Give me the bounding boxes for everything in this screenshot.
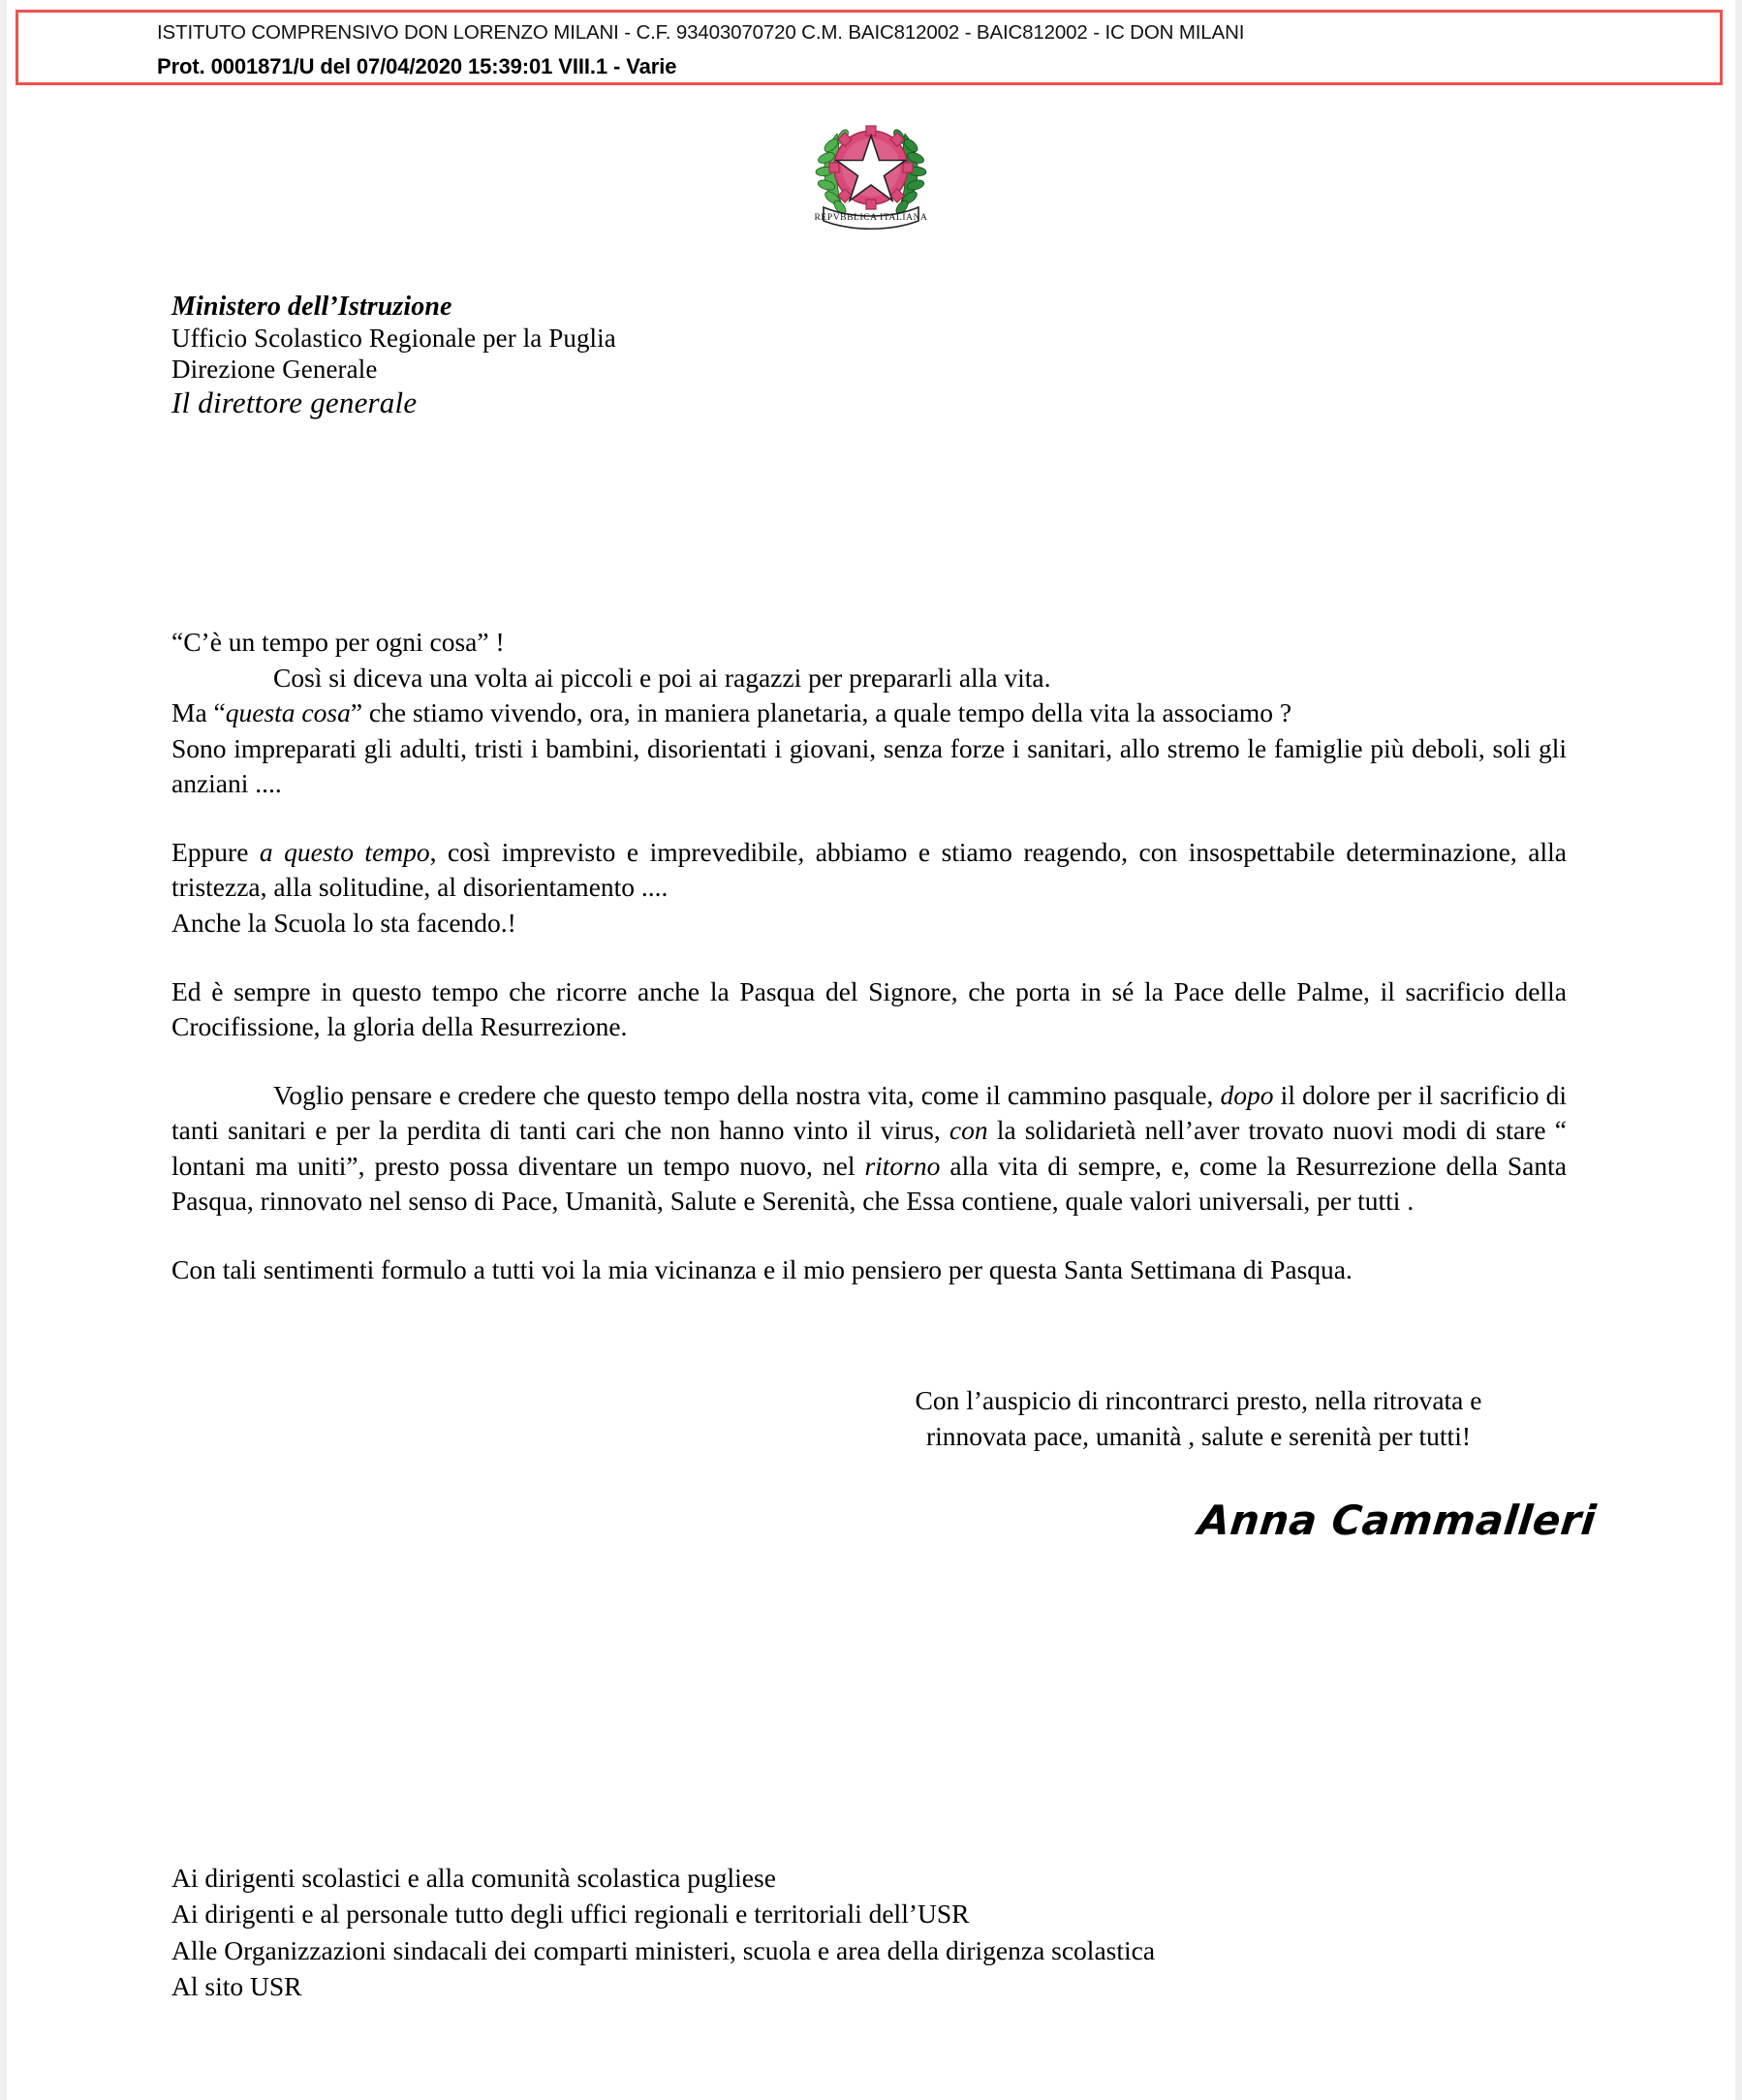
body-p1-l3-part-b: ” che stiamo vivendo, ora, in maniera planetaria, a quale tempo della vita la associamo ?	[350, 697, 1292, 728]
recipient-line-4: Al sito USR	[171, 1971, 302, 2002]
body-p2-part-a: Eppure	[171, 836, 260, 867]
body-paragraph-2-line-2: Anche la Scuola lo sta facendo.!	[171, 907, 516, 938]
protocol-institution-line: ISTITUTO COMPRENSIVO DON LORENZO MILANI - C.F. 93403070720 C.M. BAIC812002 - BAIC812002 - IC DON MILANI	[157, 21, 1245, 44]
body-p4-emphasis-1: dopo	[1220, 1079, 1274, 1110]
signature-anna-cammalleri: Anna Cammalleri	[1196, 1497, 1599, 1544]
body-p4-emphasis-3: ritorno	[864, 1150, 941, 1181]
recipient-line-2: Ai dirigenti e al personale tutto degli uffici regionali e territoriali dell’USR	[171, 1899, 970, 1930]
paragraph-spacer	[171, 942, 1567, 974]
body-p4-part-a: Voglio pensare e credere che questo tempo della nostra vita, come il cammino pasquale,	[273, 1079, 1221, 1110]
emblem-of-italy-icon	[808, 107, 934, 232]
letter-body	[171, 625, 1567, 1287]
letterhead	[171, 293, 616, 417]
body-p4-part-c: la solidarietà nell’aver trovato nuovi modi di stare “ lontani ma uniti”, presto possa diventare un tempo nuovo, nel	[171, 1115, 1567, 1181]
letterhead-ministry: Ministero dell’Istruzione	[171, 292, 452, 322]
paragraph-spacer	[171, 802, 1567, 835]
body-p1-l3-part-a: Ma “	[171, 697, 226, 728]
protocol-stamp-box	[16, 10, 1723, 85]
body-paragraph-1-line-4: Sono impreparati gli adulti, tristi i bambini, disorientati i giovani, senza forze i sanitari, allo stremo le famiglie più deboli, soli gli anziani ....	[171, 732, 1567, 799]
page-gutter-left	[0, 0, 7, 2100]
body-paragraph-4	[171, 1078, 1567, 1220]
paragraph-spacer	[171, 1045, 1567, 1078]
paragraph-spacer	[171, 1220, 1567, 1252]
body-p4-emphasis-2: con	[949, 1115, 988, 1146]
body-p4-part-b: il dolore per il sacrificio di tanti sanitari e per la perdita di tanti cari che non hanno vinto il virus,	[171, 1079, 1567, 1146]
body-paragraph-2	[171, 835, 1567, 906]
body-paragraph-1-line-1: “C’è un tempo per ogni cosa” !	[171, 627, 505, 657]
body-paragraph-1-line-3	[171, 695, 1567, 731]
body-p4-part-d: alla vita di sempre, e, come la Resurrezione della Santa Pasqua, rinnovato nel senso di Pace, Umanità, Salute e Serenità, che Essa contiene, quale valori universali, per tutti .	[171, 1150, 1567, 1217]
letterhead-office: Ufficio Scolastico Regionale per la Puglia	[171, 324, 616, 353]
letterhead-role: Il direttore generale	[171, 386, 418, 419]
emblem-container	[7, 107, 1735, 237]
document-page	[7, 0, 1735, 2100]
closing-line-1: Con l’auspicio di rincontrarci presto, nella ritrovata e	[915, 1385, 1482, 1415]
recipients-list	[171, 1860, 1576, 2005]
body-paragraph-1-line-2-text: Così si diceva una volta ai piccoli e poi ai ragazzi per prepararli alla vita.	[273, 662, 1051, 693]
body-paragraph-5: Con tali sentimenti formulo a tutti voi la mia vicinanza e il mio pensiero per questa Santa Settimana di Pasqua.	[171, 1253, 1353, 1284]
body-paragraph-1-line-2	[171, 661, 1567, 696]
letterhead-direction: Direzione Generale	[171, 355, 378, 384]
body-p1-l3-emphasis: questa cosa	[225, 697, 351, 728]
closing-salutation	[840, 1383, 1557, 1454]
body-p2-emphasis: a questo tempo	[259, 836, 430, 867]
svg-text:REPVBBLICA ITALIANA: REPVBBLICA ITALIANA	[814, 213, 928, 223]
protocol-number-line: Prot. 0001871/U del 07/04/2020 15:39:01 VIII.1 - Varie	[157, 54, 677, 78]
body-p2-part-b: , così imprevisto e imprevedibile, abbiamo e stiamo reagendo, con insospettabile determinazione, alla tristezza, alla solitudine, al disorientamento ....	[171, 836, 1567, 903]
recipient-line-1: Ai dirigenti scolastici e alla comunità scolastica pugliese	[171, 1863, 776, 1893]
recipient-line-3: Alle Organizzazioni sindacali dei comparti ministeri, scuola e area della dirigenza scolastica	[171, 1934, 1156, 1965]
ribbon-shape	[815, 207, 928, 229]
page-gutter-right	[1735, 0, 1742, 2100]
closing-line-2: rinnovata pace, umanità , salute e serenità per tutti!	[926, 1420, 1471, 1451]
body-paragraph-3: Ed è sempre in questo tempo che ricorre anche la Pasqua del Signore, che porta in sé la Pace delle Palme, il sacrificio della Crocifissione, la gloria della Resurrezione.	[171, 975, 1567, 1042]
